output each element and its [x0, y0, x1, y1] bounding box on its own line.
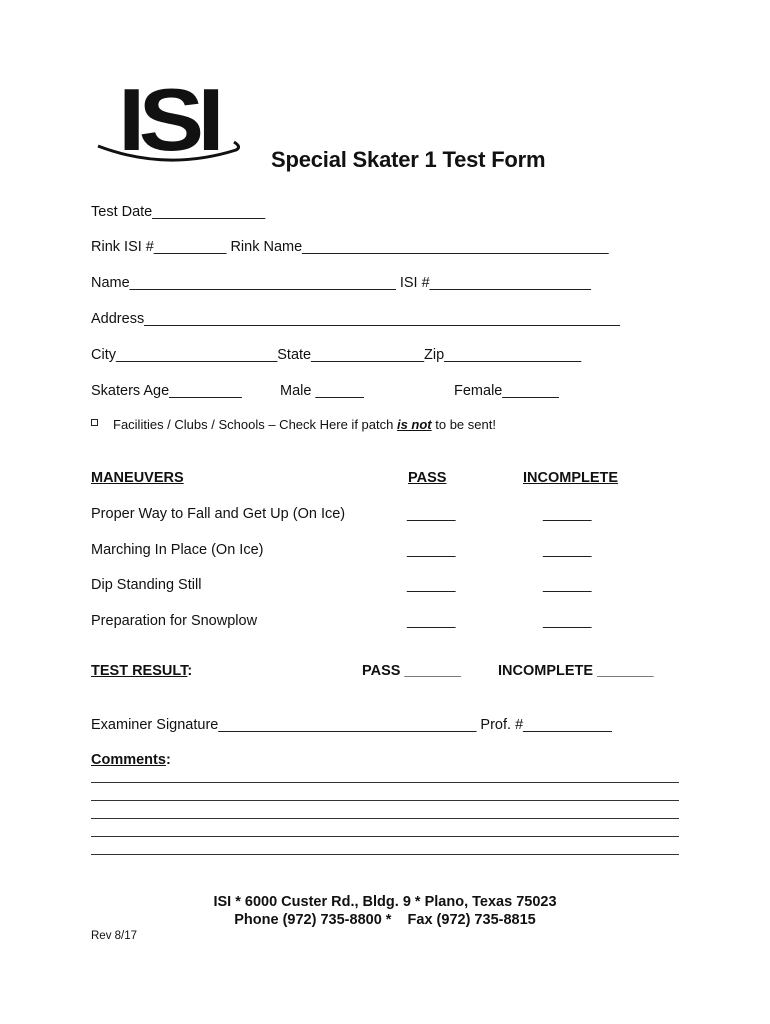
- footer-phone: Phone (972) 735-8800 * Fax (972) 735-8815: [234, 912, 536, 928]
- comments-label: [91, 751, 171, 769]
- maneuver-incomplete-blank[interactable]: ______: [543, 577, 592, 593]
- test-result-text: TEST RESULT: [91, 663, 188, 679]
- maneuver-item: Dip Standing Still: [91, 577, 202, 593]
- comment-line[interactable]: [91, 782, 679, 783]
- pass-header: PASS: [408, 470, 447, 486]
- patch-notice: [113, 416, 496, 433]
- examiner-signature-field[interactable]: Examiner Signature________________________________ Prof. #___________: [91, 717, 612, 733]
- comment-line[interactable]: [91, 854, 679, 855]
- maneuver-item: Preparation for Snowplow: [91, 613, 258, 629]
- logo-text: ISI: [118, 80, 219, 162]
- form-title: Special Skater 1 Test Form: [271, 147, 546, 172]
- comments-colon: :: [165, 752, 171, 768]
- maneuver-item: Proper Way to Fall and Get Up (On Ice): [91, 506, 346, 522]
- comment-line[interactable]: [91, 800, 679, 801]
- name-isi-field[interactable]: Name_________________________________ ISI #____________________: [91, 275, 591, 291]
- patch-notice-before: Facilities / Clubs / Schools – Check Here if patch: [113, 417, 397, 432]
- male-field[interactable]: Male ______: [280, 383, 364, 399]
- isi-logo: [96, 80, 242, 162]
- patch-notice-emphasis: is not: [396, 417, 432, 432]
- maneuver-pass-blank[interactable]: ______: [407, 613, 456, 629]
- maneuver-pass-blank[interactable]: ______: [407, 506, 456, 522]
- address-field[interactable]: Address___________________________________________________________: [91, 311, 620, 327]
- city-state-zip-field[interactable]: City____________________State______________Zip_________________: [91, 347, 582, 363]
- result-incomplete-field[interactable]: INCOMPLETE _______: [498, 663, 654, 679]
- result-pass-field[interactable]: PASS _______: [362, 663, 461, 679]
- maneuver-incomplete-blank[interactable]: ______: [543, 506, 592, 522]
- test-result-colon: :: [187, 663, 193, 679]
- revision-label: Rev 8/17: [91, 930, 138, 942]
- test-date-field[interactable]: Test Date______________: [91, 204, 266, 220]
- comment-line[interactable]: [91, 836, 679, 837]
- patch-notice-after: to be sent!: [431, 417, 496, 432]
- footer-address: ISI * 6000 Custer Rd., Bldg. 9 * Plano, Texas 75023: [213, 894, 557, 910]
- maneuver-incomplete-blank[interactable]: ______: [543, 542, 592, 558]
- patch-checkbox[interactable]: [91, 419, 98, 426]
- maneuvers-header: MANEUVERS: [91, 470, 184, 486]
- maneuver-incomplete-blank[interactable]: ______: [543, 613, 592, 629]
- comment-line[interactable]: [91, 818, 679, 819]
- comments-text: Comments: [91, 752, 166, 768]
- skaters-age-field[interactable]: Skaters Age_________: [91, 383, 242, 399]
- female-field[interactable]: Female_______: [454, 383, 559, 399]
- maneuver-pass-blank[interactable]: ______: [407, 577, 456, 593]
- test-result-label: [91, 662, 192, 680]
- maneuver-pass-blank[interactable]: ______: [407, 542, 456, 558]
- rink-field[interactable]: Rink ISI #_________ Rink Name______________________________________: [91, 239, 609, 255]
- incomplete-header: INCOMPLETE: [523, 470, 619, 486]
- maneuver-item: Marching In Place (On Ice): [91, 542, 264, 558]
